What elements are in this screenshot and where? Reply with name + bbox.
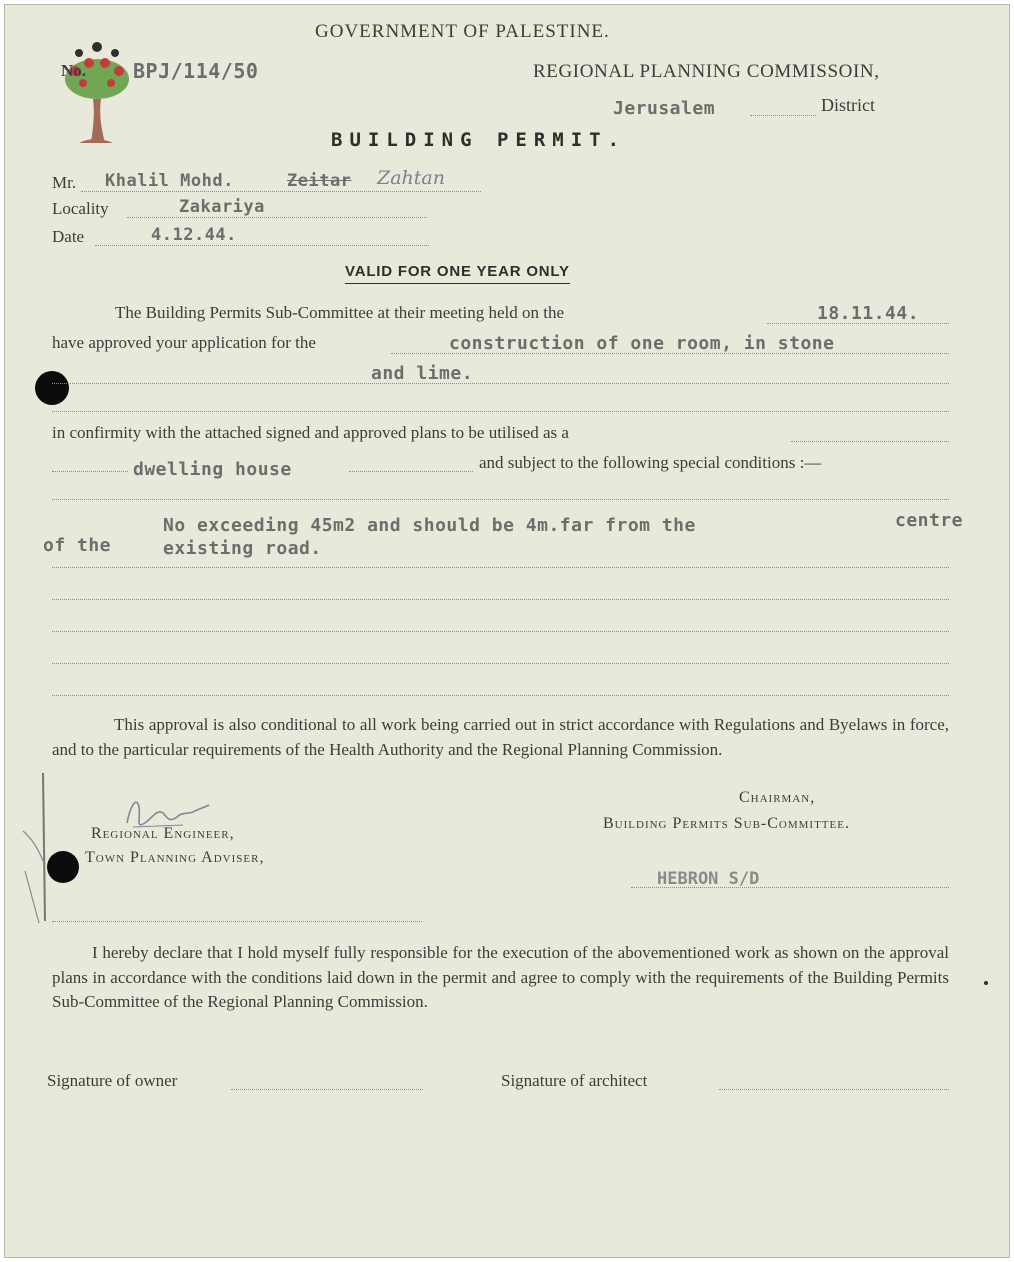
condition-text-1: No exceeding 45m2 and should be 4m.far from the [163, 515, 696, 536]
conditions-dots-2 [52, 567, 949, 568]
application-text-1: construction of one room, in stone [449, 333, 835, 354]
use-dots-end [349, 471, 473, 472]
document-title: BUILDING PERMIT. [331, 129, 627, 151]
district-value: Jerusalem [613, 98, 716, 119]
ink-margin-marks [19, 771, 59, 927]
mr-dots [81, 191, 481, 192]
punch-hole-lower-icon [47, 851, 79, 883]
stamp-location: HEBRON S/D [657, 869, 760, 889]
condition-text-2: existing road. [163, 538, 322, 559]
applicant-name-handwritten: Zahtan [377, 167, 445, 189]
chairman-title: Chairman, [739, 789, 816, 806]
permit-number-label: No. [61, 61, 87, 80]
application-text-2: and lime. [371, 363, 474, 384]
government-heading: GOVERNMENT OF PALESTINE. [315, 21, 610, 42]
architect-signature-label: Signature of architect [501, 1071, 648, 1090]
applicant-name: Khalil Mohd. [105, 171, 234, 191]
commission-heading: REGIONAL PLANNING COMMISSOIN, [533, 61, 880, 82]
declaration-paragraph: I hereby declare that I hold myself fully responsible for the execution of the abovementioned work as shown on the approval plans in accordance with the conditions laid down in the permit and agree to comply with the requirements of the Building Permits Sub-Committee of the Regional Planning Commission. [52, 943, 949, 1011]
application-line-text: have approved your application for the [52, 333, 316, 352]
building-permit-document [4, 4, 1010, 1258]
locality-dots [127, 217, 427, 218]
locality-value: Zakariya [179, 197, 265, 217]
application-dots-3 [52, 411, 949, 412]
conditions-dots-1 [52, 499, 949, 500]
use-dots-start [52, 471, 128, 472]
meeting-date: 18.11.44. [817, 303, 920, 324]
conditions-dots-6 [52, 695, 949, 696]
permit-number: BPJ/114/50 [133, 59, 259, 83]
conditions-line-text: and subject to the following special conditions :— [479, 453, 822, 472]
conditions-dots-4 [52, 631, 949, 632]
condition-line-2-start: of the [43, 535, 112, 556]
date-label: Date [52, 227, 85, 246]
separator-dots [52, 921, 422, 922]
approval-paragraph: This approval is also conditional to all work being carried out in strict accordance with Regulations and Byelaws in force, and to the particular requirements of the Health Authority and the Regional Planning Commission. [52, 715, 949, 759]
town-planning-adviser-label: Town Planning Adviser, [85, 849, 265, 866]
meeting-line-text: The Building Permits Sub-Committee at their meeting held on the [115, 303, 565, 322]
tree-logo-icon [55, 39, 137, 143]
chairman-committee: Building Permits Sub-Committee. [603, 815, 850, 832]
condition-text-1-end: centre [895, 510, 964, 531]
stray-dot [984, 981, 988, 985]
date-value: 4.12.44. [151, 225, 237, 245]
confirmity-line-text: in confirmity with the attached signed and approved plans to be utilised as a [52, 423, 569, 442]
conditions-dots-3 [52, 599, 949, 600]
use-value: dwelling house [133, 459, 292, 480]
district-label: District [821, 95, 875, 115]
application-dots-2 [52, 383, 949, 384]
applicant-name-struck: Zeitar [287, 171, 352, 191]
owner-signature-label: Signature of owner [47, 1071, 178, 1090]
owner-signature-dots [231, 1089, 423, 1090]
confirmity-dots [791, 441, 949, 442]
mr-label: Mr. [52, 173, 77, 192]
district-dots [750, 115, 816, 116]
validity-heading: VALID FOR ONE YEAR ONLY [345, 263, 570, 284]
architect-signature-dots [719, 1089, 949, 1090]
locality-label: Locality [52, 199, 109, 218]
punch-hole-upper-icon [35, 371, 69, 405]
conditions-dots-5 [52, 663, 949, 664]
regional-engineer-label: Regional Engineer, [91, 825, 235, 842]
date-dots [95, 245, 429, 246]
